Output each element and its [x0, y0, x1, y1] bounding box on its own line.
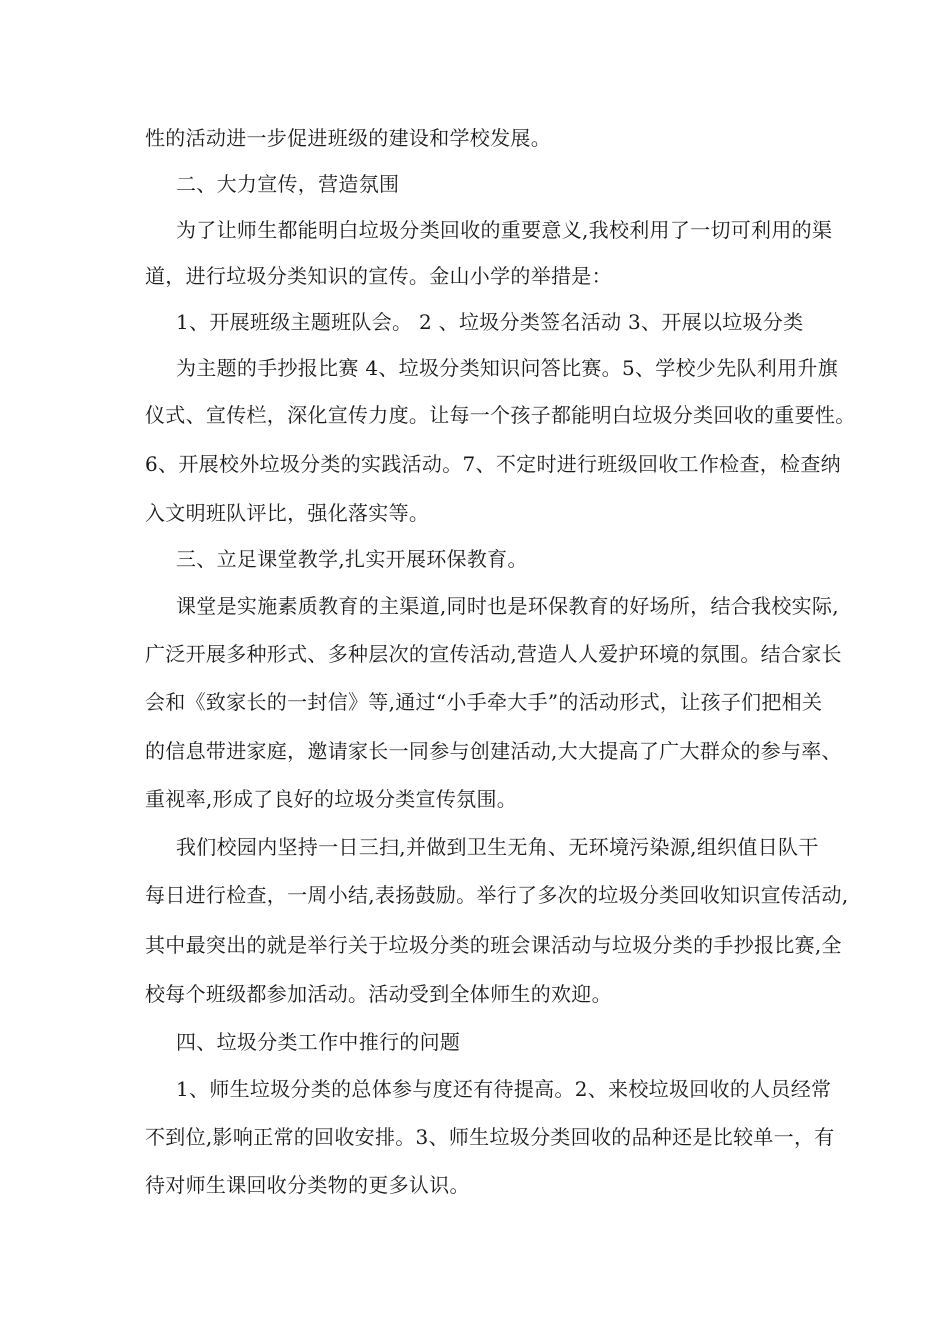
paragraph-line: 校每个班级都参加活动。活动受到全体师生的欢迎。 [145, 982, 612, 1006]
paragraph-line: 入文明班队评比，强化落实等。 [145, 501, 430, 525]
section-heading: 四、垃圾分类工作中推行的问题 [176, 1030, 461, 1054]
paragraph-line: 为了让师生都能明白垃圾分类回收的重要意义,我校利用了一切可利用的渠 [176, 218, 833, 242]
paragraph-line: 道，进行垃圾分类知识的宣传。金山小学的举措是： [145, 264, 612, 288]
paragraph-line: 性的活动进一步促进班级的建设和学校发展。 [145, 126, 551, 150]
paragraph-line: 其中最突出的就是举行关于垃圾分类的班会课活动与垃圾分类的手抄报比赛,全 [145, 933, 842, 957]
paragraph-line: 课堂是实施素质教育的主渠道,同时也是环保教育的好场所，结合我校实际, [176, 594, 839, 618]
paragraph-line: 不到位,影响正常的回收安排。3、师生垃圾分类回收的品种还是比较单一，有 [145, 1125, 835, 1149]
paragraph-line: 会和《致家长的一封信》等,通过“小手牵大手”的活动形式，让孩子们把相关 [145, 690, 823, 714]
paragraph-line: 的信息带进家庭，邀请家长一同参与创建活动,大大提高了广大群众的参与率、 [145, 739, 842, 763]
paragraph-line: 我们校园内坚持一日三扫,并做到卫生无角、无环境污染源,组织值日队干 [176, 835, 819, 859]
section-heading: 三、立足课堂教学,扎实开展环保教育。 [176, 547, 528, 571]
paragraph-line: 重视率,形成了良好的垃圾分类宣传氛围。 [145, 787, 518, 811]
paragraph-line: 6、开展校外垃圾分类的实践活动。7、不定时进行班级回收工作检查，检查纳 [145, 452, 841, 476]
paragraph-line: 每日进行检查，一周小结,表扬鼓励。举行了多次的垃圾分类回收知识宣传活动, [145, 883, 849, 907]
paragraph-line: 广泛开展多种形式、多种层次的宣传活动,营造人人爱护环境的氛围。结合家长 [145, 642, 842, 666]
paragraph-line: 1、师生垃圾分类的总体参与度还有待提高。2、来校垃圾回收的人员经常 [176, 1077, 832, 1101]
paragraph-line: 仪式、宣传栏，深化宣传力度。让每一个孩子都能明白垃圾分类回收的重要性。 [145, 403, 856, 427]
paragraph-line: 为主题的手抄报比赛 4、垃圾分类知识问答比赛。5、学校少先队利用升旗 [176, 356, 839, 380]
paragraph-line: 1、开展班级主题班队会。 2 、垃圾分类签名活动 3、开展以垃圾分类 [176, 310, 804, 334]
section-heading: 二、大力宣传，营造氛围 [176, 172, 400, 196]
paragraph-line: 待对师生课回收分类物的更多认识。 [145, 1173, 470, 1197]
